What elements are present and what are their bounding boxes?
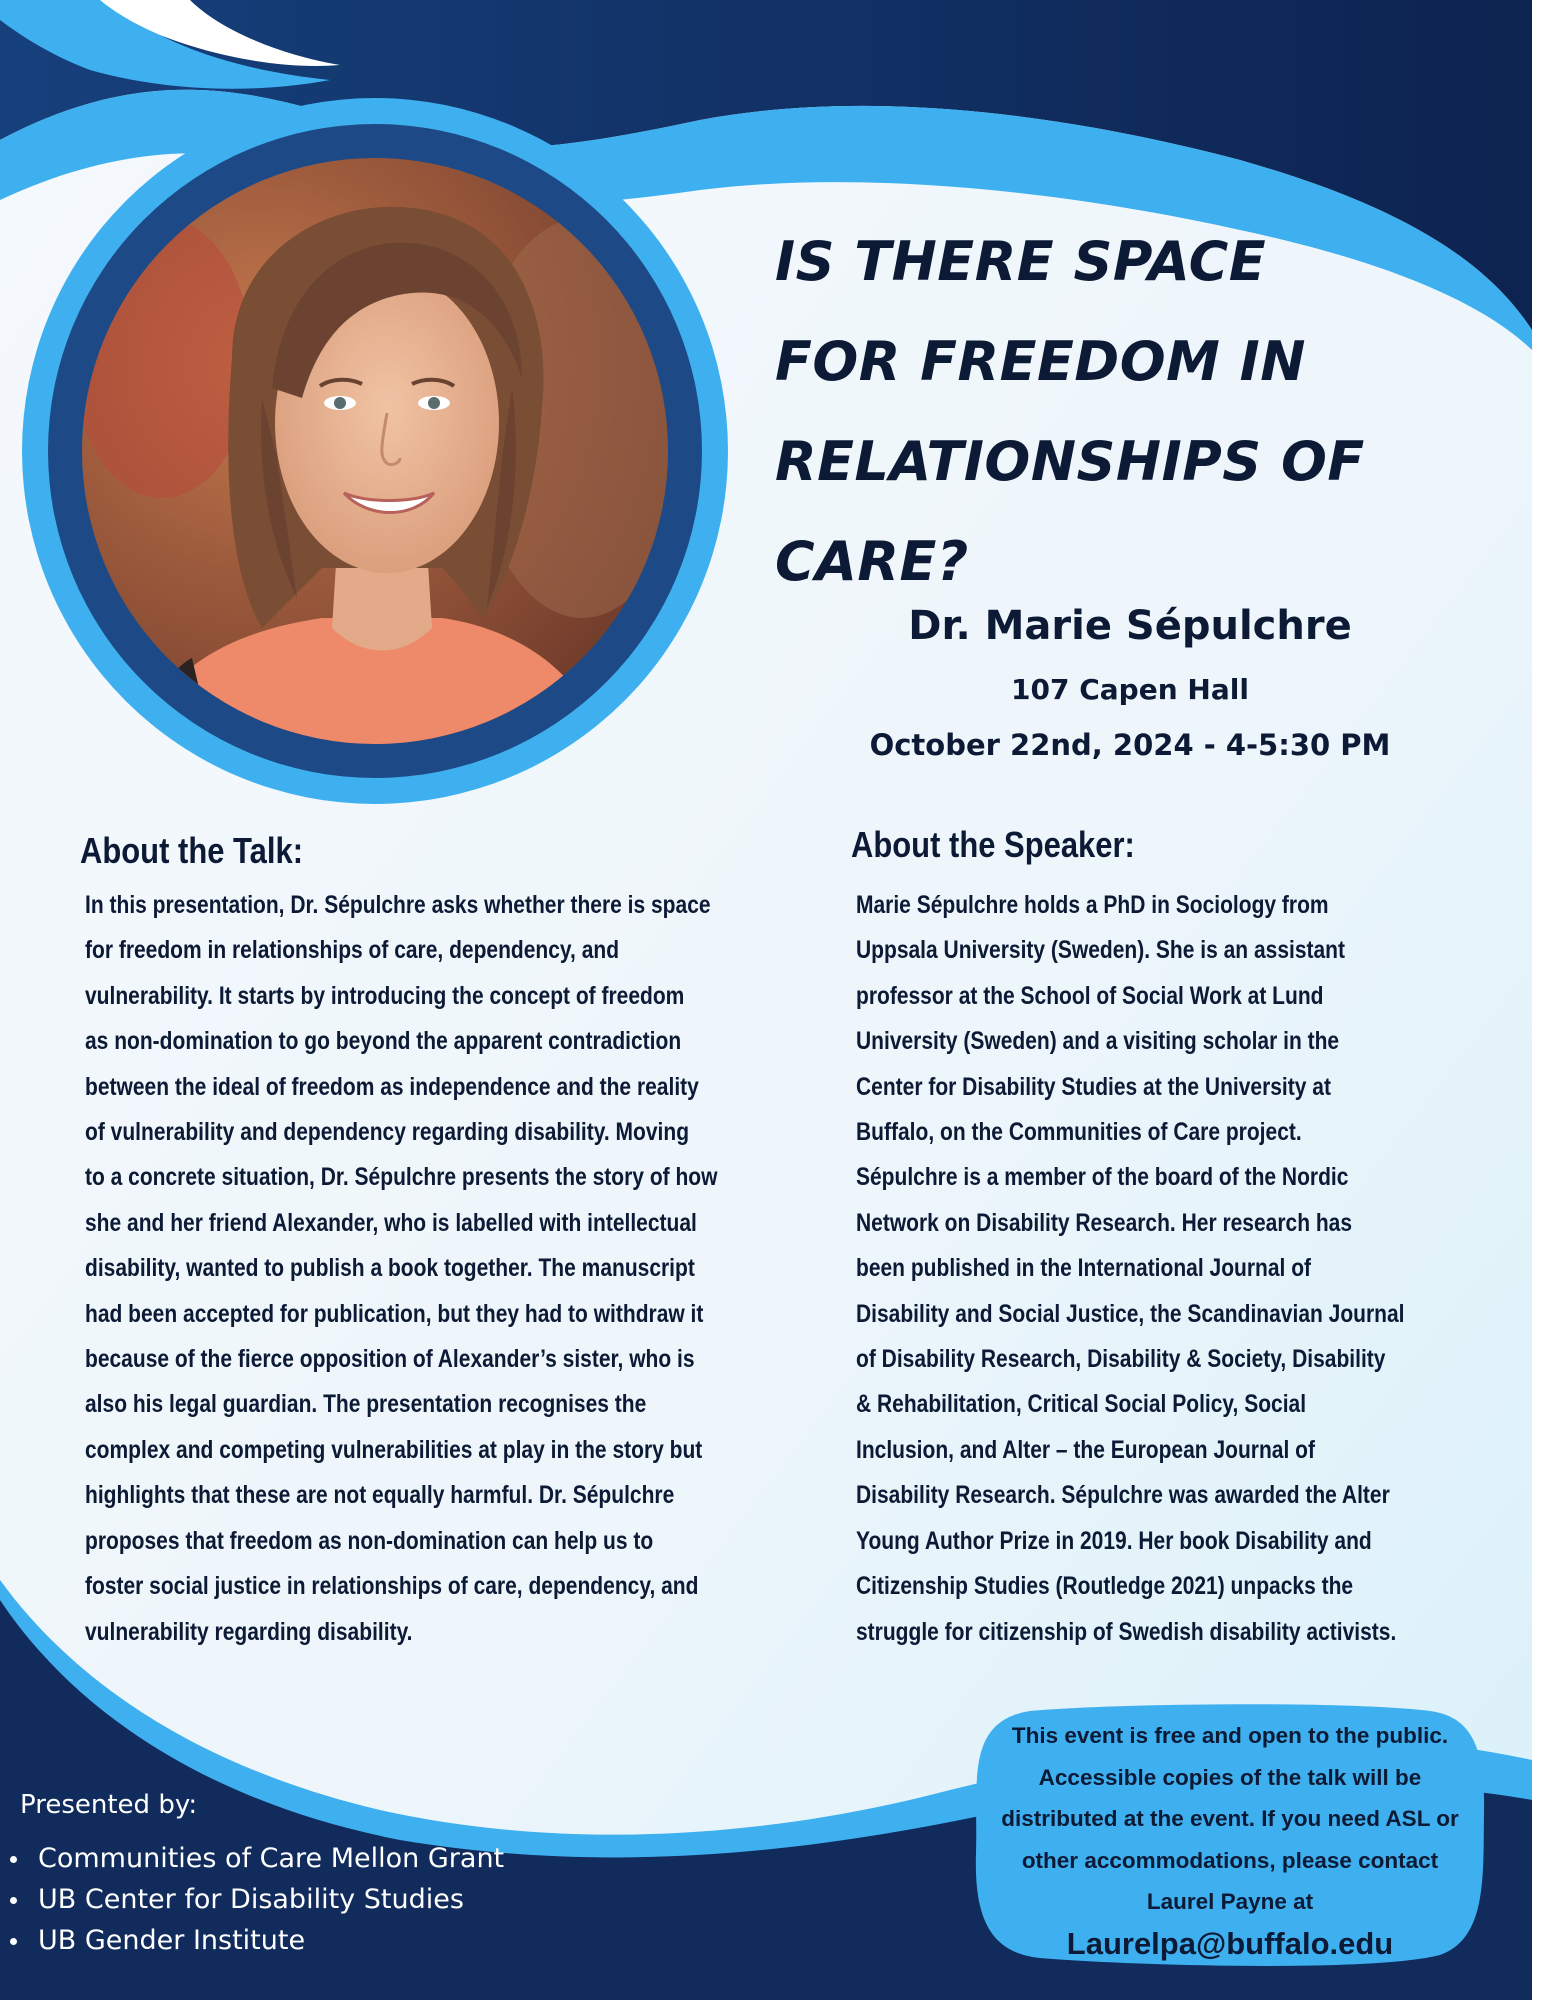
talk-line: to a concrete situation, Dr. Sépulchre presents the story of how xyxy=(85,1163,718,1192)
talk-line: complex and competing vulnerabilities at play in the story but xyxy=(85,1435,703,1464)
notice-line: distributed at the event. If you need ASL or xyxy=(1001,1806,1459,1831)
presenters-list xyxy=(8,1838,504,1961)
bio-line: University (Sweden) and a visiting scholar in the xyxy=(856,1027,1340,1056)
talk-line: disability, wanted to publish a book together. The manuscript xyxy=(85,1254,695,1283)
speaker-photo xyxy=(82,158,668,744)
bio-line: Network on Disability Research. Her research has xyxy=(856,1208,1353,1237)
talk-line: In this presentation, Dr. Sépulchre asks whether there is space xyxy=(85,891,711,919)
notice-line: This event is free and open to the public. xyxy=(1011,1723,1449,1748)
accessibility-notice xyxy=(970,1703,1490,1968)
about-talk-heading: About the Talk: xyxy=(80,830,304,871)
presenter-item: Communities of Care Mellon Grant xyxy=(8,1838,504,1879)
bio-line: struggle for citizenship of Swedish disability activists. xyxy=(856,1617,1397,1646)
talk-line: highlights that these are not equally harmful. Dr. Sépulchre xyxy=(85,1481,675,1510)
event-title-line-1: IS THERE SPACE xyxy=(775,230,1267,293)
bio-line: & Rehabilitation, Critical Social Policy, Social xyxy=(856,1390,1307,1419)
bio-line: Marie Sépulchre holds a PhD in Sociology from xyxy=(856,891,1329,919)
talk-line: proposes that freedom as non-domination can help us to xyxy=(85,1526,654,1555)
talk-line: as non-domination to go beyond the apparent contradiction xyxy=(85,1027,682,1056)
bio-line: Buffalo, on the Communities of Care project. xyxy=(856,1118,1302,1147)
talk-line: vulnerability regarding disability. xyxy=(85,1617,413,1646)
contact-email-link[interactable]: Laurelpa@buffalo.edu xyxy=(1066,1925,1394,1961)
about-speaker-heading: About the Speaker: xyxy=(851,824,1135,865)
notice-line: other accommodations, please contact xyxy=(1021,1847,1439,1873)
presenter-item: UB Gender Institute xyxy=(8,1920,504,1961)
event-title xyxy=(775,212,1515,612)
talk-line: also his legal guardian. The presentation recognises the xyxy=(85,1390,647,1419)
about-talk-body xyxy=(85,883,717,1655)
bio-line: Inclusion, and Alter – the European Journal of xyxy=(856,1435,1315,1464)
speaker-name: Dr. Marie Sépulchre xyxy=(908,603,1352,649)
bio-line: Disability Research. Sépulchre was awarded the Alter xyxy=(856,1481,1390,1510)
notice-text xyxy=(970,1703,1490,1965)
talk-line: between the ideal of freedom as independence and the reality xyxy=(85,1072,699,1101)
event-title-line-2: FOR FREEDOM IN xyxy=(775,330,1306,393)
notice-line: Laurel Payne at xyxy=(1146,1889,1314,1914)
about-speaker-body xyxy=(856,883,1405,1655)
talk-line: for freedom in relationships of care, dependency, and xyxy=(85,936,620,965)
talk-line: vulnerability. It starts by introducing the concept of freedom xyxy=(85,981,685,1010)
event-location: 107 Capen Hall xyxy=(1011,673,1249,706)
event-title-line-4: CARE? xyxy=(775,530,969,593)
talk-line: she and her friend Alexander, who is labelled with intellectual xyxy=(85,1208,697,1237)
speaker-portrait xyxy=(22,98,728,804)
event-title-line-3: RELATIONSHIPS OF xyxy=(775,430,1365,493)
bio-line: professor at the School of Social Work at Lund xyxy=(856,981,1324,1010)
presenter-item: UB Center for Disability Studies xyxy=(8,1879,504,1920)
presented-by-label: Presented by: xyxy=(20,1790,198,1820)
bio-line: Disability and Social Justice, the Scandinavian Journal xyxy=(856,1299,1405,1328)
bio-line: been published in the International Journal of xyxy=(856,1254,1312,1283)
talk-line: because of the fierce opposition of Alexander’s sister, who is xyxy=(85,1345,695,1374)
bio-line: Uppsala University (Sweden). She is an assistant xyxy=(856,936,1346,965)
bio-line: Sépulchre is a member of the board of the Nordic xyxy=(856,1163,1349,1192)
talk-line: foster social justice in relationships of care, dependency, and xyxy=(85,1572,699,1601)
bio-line: Young Author Prize in 2019. Her book Disability and xyxy=(856,1526,1372,1555)
bio-line: Center for Disability Studies at the University at xyxy=(856,1072,1331,1101)
bio-line: Citizenship Studies (Routledge 2021) unpacks the xyxy=(856,1572,1354,1601)
event-datetime: October 22nd, 2024 - 4-5:30 PM xyxy=(869,728,1391,762)
talk-line: had been accepted for publication, but they had to withdraw it xyxy=(85,1299,704,1328)
bio-line: of Disability Research, Disability & Society, Disability xyxy=(856,1345,1386,1374)
notice-line: Accessible copies of the talk will be xyxy=(1038,1764,1422,1790)
talk-line: of vulnerability and dependency regarding disability. Moving xyxy=(85,1118,690,1147)
